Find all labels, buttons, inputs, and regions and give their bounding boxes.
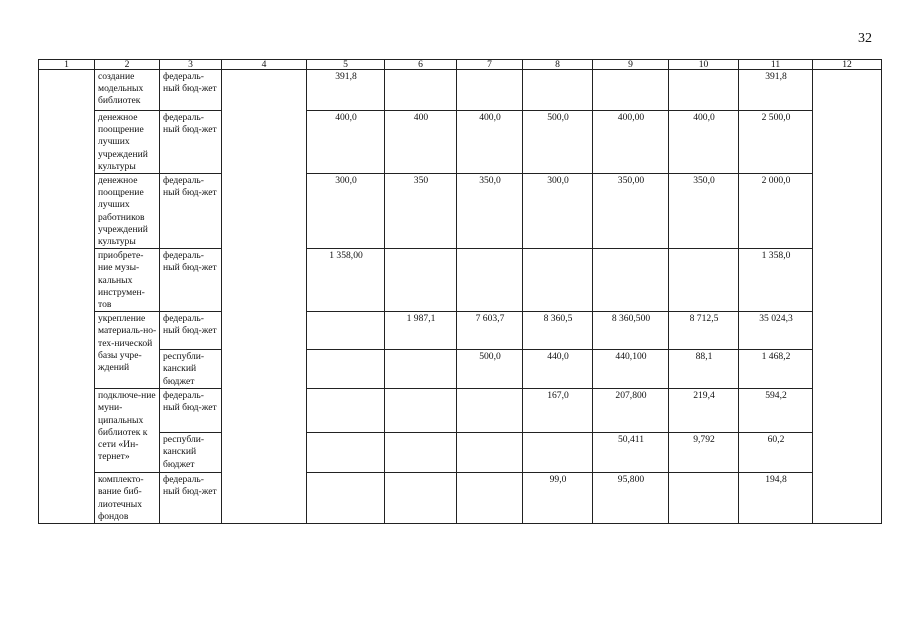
value-cell — [307, 389, 385, 433]
value-cell: 8 360,500 — [593, 312, 669, 350]
value-cell — [385, 473, 457, 524]
value-cell — [593, 249, 669, 312]
table-row — [39, 473, 882, 524]
column-header: 9 — [593, 60, 669, 70]
value-cell: 8 360,5 — [523, 312, 593, 350]
col1-merged-cell — [39, 70, 95, 524]
source-cell: республи-канский бюджет — [160, 350, 222, 389]
total-cell: 194,8 — [739, 473, 813, 524]
col4-merged-cell — [222, 70, 307, 524]
activity-cell: укрепление материаль-но-тех-нической базы учре-ждений — [95, 312, 160, 389]
column-header: 7 — [457, 60, 523, 70]
value-cell: 167,0 — [523, 389, 593, 433]
value-cell — [523, 249, 593, 312]
col12-merged-cell — [813, 70, 882, 524]
table-row — [39, 312, 882, 350]
value-cell — [669, 70, 739, 111]
column-header: 5 — [307, 60, 385, 70]
value-cell: 350,00 — [593, 174, 669, 249]
total-cell: 35 024,3 — [739, 312, 813, 350]
activity-cell: денежное поощрение лучших работников учреждений культуры — [95, 174, 160, 249]
value-cell: 440,100 — [593, 350, 669, 389]
budget-table — [38, 59, 882, 524]
table-row — [39, 350, 882, 389]
activity-cell: создание модельных библиотек — [95, 70, 160, 111]
page-number: 32 — [858, 31, 872, 46]
source-cell: федераль-ный бюд-жет — [160, 249, 222, 312]
value-cell: 1 358,00 — [307, 249, 385, 312]
value-cell — [307, 433, 385, 473]
value-cell: 400,0 — [307, 111, 385, 174]
table-row — [39, 433, 882, 473]
source-cell: федераль-ный бюд-жет — [160, 389, 222, 433]
value-cell — [385, 249, 457, 312]
value-cell — [307, 350, 385, 389]
source-cell: федераль-ный бюд-жет — [160, 473, 222, 524]
value-cell: 88,1 — [669, 350, 739, 389]
value-cell: 350,0 — [457, 174, 523, 249]
value-cell: 7 603,7 — [457, 312, 523, 350]
value-cell: 300,0 — [523, 174, 593, 249]
value-cell: 400,0 — [669, 111, 739, 174]
value-cell — [457, 249, 523, 312]
column-header: 8 — [523, 60, 593, 70]
value-cell — [457, 70, 523, 111]
table-row — [39, 174, 882, 249]
activity-cell: комплекто-вание биб-лиотечных фондов — [95, 473, 160, 524]
column-header: 12 — [813, 60, 882, 70]
value-cell — [669, 249, 739, 312]
value-cell — [457, 473, 523, 524]
total-cell: 2 000,0 — [739, 174, 813, 249]
value-cell: 99,0 — [523, 473, 593, 524]
activity-cell: приобрете-ние музы-кальных инструмен-тов — [95, 249, 160, 312]
total-cell: 60,2 — [739, 433, 813, 473]
total-cell: 1 358,0 — [739, 249, 813, 312]
source-cell: федераль-ный бюд-жет — [160, 174, 222, 249]
column-header: 10 — [669, 60, 739, 70]
value-cell: 391,8 — [307, 70, 385, 111]
column-header: 11 — [739, 60, 813, 70]
value-cell — [523, 433, 593, 473]
column-header: 1 — [39, 60, 95, 70]
activity-cell: подключе-ние муни-ципальных библиотек к сети «Ин-тернет» — [95, 389, 160, 473]
value-cell — [385, 433, 457, 473]
value-cell: 1 987,1 — [385, 312, 457, 350]
source-cell: федераль-ный бюд-жет — [160, 312, 222, 350]
table-row — [39, 389, 882, 433]
value-cell — [669, 473, 739, 524]
source-cell: федераль-ный бюд-жет — [160, 70, 222, 111]
value-cell: 95,800 — [593, 473, 669, 524]
value-cell — [307, 473, 385, 524]
value-cell: 9,792 — [669, 433, 739, 473]
total-cell: 2 500,0 — [739, 111, 813, 174]
value-cell: 350 — [385, 174, 457, 249]
total-cell: 594,2 — [739, 389, 813, 433]
column-header: 2 — [95, 60, 160, 70]
activity-cell: денежное поощрение лучших учреждений культуры — [95, 111, 160, 174]
table-row — [39, 70, 882, 111]
value-cell — [385, 389, 457, 433]
total-cell: 1 468,2 — [739, 350, 813, 389]
value-cell: 500,0 — [523, 111, 593, 174]
value-cell — [457, 389, 523, 433]
value-cell: 500,0 — [457, 350, 523, 389]
value-cell: 207,800 — [593, 389, 669, 433]
column-header: 6 — [385, 60, 457, 70]
table-row — [39, 249, 882, 312]
value-cell: 400,0 — [457, 111, 523, 174]
table-row — [39, 111, 882, 174]
value-cell: 219,4 — [669, 389, 739, 433]
value-cell: 300,0 — [307, 174, 385, 249]
value-cell — [523, 70, 593, 111]
value-cell: 400,00 — [593, 111, 669, 174]
column-header: 4 — [222, 60, 307, 70]
value-cell: 8 712,5 — [669, 312, 739, 350]
value-cell — [593, 70, 669, 111]
source-cell: республи-канский бюджет — [160, 433, 222, 473]
column-header: 3 — [160, 60, 222, 70]
value-cell: 440,0 — [523, 350, 593, 389]
value-cell — [385, 70, 457, 111]
total-cell: 391,8 — [739, 70, 813, 111]
table-header-row — [39, 60, 882, 70]
source-cell: федераль-ный бюд-жет — [160, 111, 222, 174]
value-cell — [385, 350, 457, 389]
value-cell: 350,0 — [669, 174, 739, 249]
value-cell: 400 — [385, 111, 457, 174]
value-cell — [307, 312, 385, 350]
value-cell — [457, 433, 523, 473]
value-cell: 50,411 — [593, 433, 669, 473]
